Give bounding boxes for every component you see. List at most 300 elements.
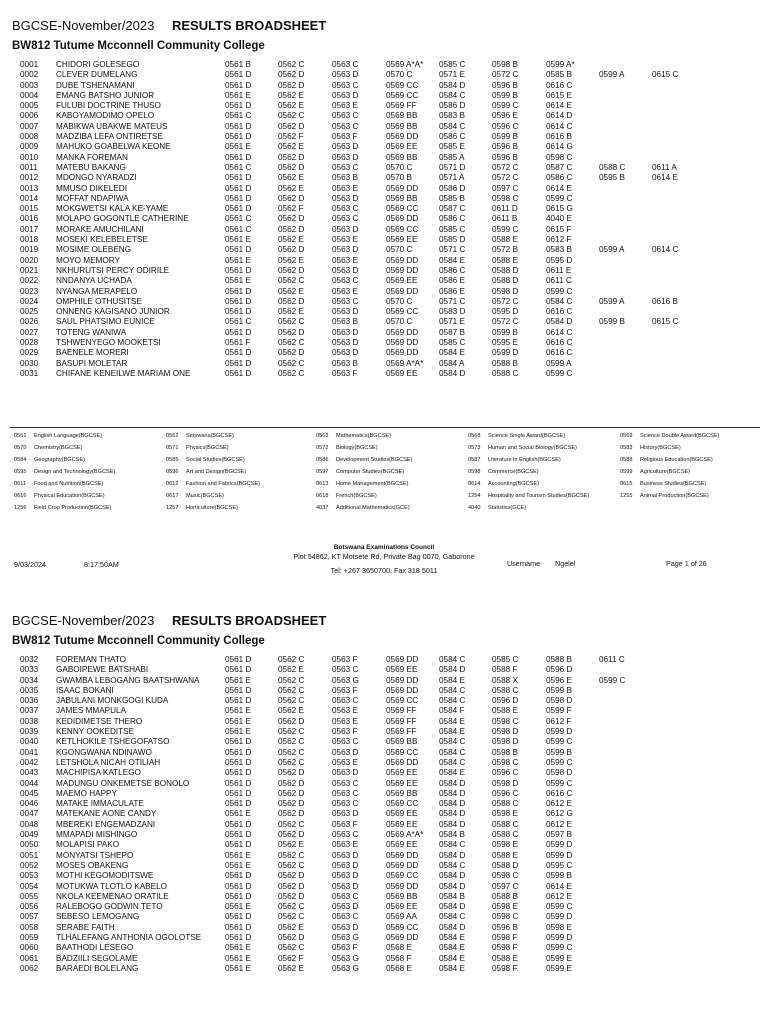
candidate-number: 0012 xyxy=(20,173,39,183)
subject-grade: 0598 E xyxy=(492,840,518,850)
candidate-name: MOLAPISI PAKO xyxy=(56,840,120,850)
subject-grade: 0598 B xyxy=(492,60,518,69)
subject-grade: 0595 D xyxy=(492,307,519,317)
subject-grade: 0562 C xyxy=(278,317,305,327)
subject-grade: 0563 G xyxy=(332,933,359,943)
subject-code: 0569 xyxy=(620,433,633,439)
table-row xyxy=(0,779,768,789)
candidate-name: KETLHOKILE TSHEGOFATSO xyxy=(56,737,170,747)
subject-grade: 0570 C xyxy=(386,317,413,327)
footer-org: Botswana Examinations Council xyxy=(333,544,435,551)
candidate-number: 0008 xyxy=(20,132,39,142)
subject-grade: 0599 E xyxy=(546,953,572,963)
subject-grade: 0584 C xyxy=(439,747,466,757)
subject-grade: 0562 D xyxy=(278,933,305,943)
subject-grade: 0561 D xyxy=(225,871,252,881)
subject-grade: 0563 E xyxy=(332,840,358,850)
subject-grade: 0611 A xyxy=(652,162,677,172)
subject-grade: 0588 C xyxy=(492,830,519,840)
subject-grade: 0614 C xyxy=(652,245,679,255)
table-row xyxy=(0,70,768,80)
subject-grade: 0571 D xyxy=(439,162,466,172)
subject-grade: 0561 D xyxy=(225,368,252,378)
table-row xyxy=(0,214,768,224)
results-table xyxy=(0,60,768,379)
candidate-name: BAENELE MORERI xyxy=(56,348,129,358)
subject-grade: 0563 D xyxy=(332,338,359,348)
report-title: RESULTS BROADSHEET xyxy=(171,613,327,628)
subject-grade: 0584 C xyxy=(439,737,466,747)
subject-grade: 0569 DD xyxy=(386,214,419,224)
subject-grade: 0561 D xyxy=(225,80,252,90)
subject-code: 1254 xyxy=(468,493,481,499)
subject-grade: 0561 D xyxy=(225,204,252,214)
subject-grade: 0584 D xyxy=(439,788,466,798)
subject-grade: 0599 D xyxy=(546,840,573,850)
subject-grade: 0584 C xyxy=(439,696,466,706)
subject-code: 0616 xyxy=(14,493,27,499)
subject-grade: 0584 D xyxy=(439,80,466,90)
subject-code: 0596 xyxy=(166,469,179,475)
subject-grade: 0588 E xyxy=(492,706,518,716)
subject-grade: 0562 C xyxy=(278,358,305,368)
subject-grade: 0615 E xyxy=(546,90,572,100)
subject-code: 0597 xyxy=(316,469,329,475)
subject-legend xyxy=(14,430,762,514)
subject-grade: 0562 D xyxy=(278,296,305,306)
subject-grade: 0599 B xyxy=(599,317,625,327)
subject-grade: 0569 DD xyxy=(386,850,419,860)
subject-grade: 0563 G xyxy=(332,675,359,685)
table-row xyxy=(0,163,768,173)
subject-grade: 0562 D xyxy=(278,830,305,840)
subject-grade: 0585 C xyxy=(439,224,466,234)
subject-grade: 0561 D xyxy=(225,286,252,296)
subject-grade: 0563 C xyxy=(332,799,359,809)
subject-name: Human and Social Biology(BGCSE) xyxy=(488,445,577,451)
subject-name: Physical Education(BGCSE) xyxy=(34,493,105,499)
subject-grade: 0561 D xyxy=(225,768,252,778)
subject-grade: 0583 B xyxy=(439,111,465,121)
candidate-number: 0013 xyxy=(20,183,39,193)
subject-grade: 0598 D xyxy=(492,737,519,747)
subject-grade: 0598 C xyxy=(492,757,519,767)
subject-grade: 0572 C xyxy=(492,162,519,172)
subject-grade: 0612 E xyxy=(546,891,572,901)
subject-grade: 0561 E xyxy=(225,943,251,953)
candidate-name: MAEMO HAPPY xyxy=(56,788,117,798)
subject-grade: 0561 C xyxy=(225,317,252,327)
candidate-number: 0053 xyxy=(20,871,39,881)
candidate-number: 0048 xyxy=(20,819,39,829)
subject-grade: 0569 EE xyxy=(386,142,418,152)
candidate-number: 0027 xyxy=(20,327,39,337)
subject-grade: 0562 E xyxy=(278,235,304,245)
subject-grade: 0599 A xyxy=(546,358,572,368)
subject-grade: 0599 D xyxy=(546,727,573,737)
subject-grade: 0561 D xyxy=(225,757,252,767)
candidate-number: 0036 xyxy=(20,696,39,706)
subject-grade: 0562 E xyxy=(278,183,304,193)
candidate-number: 0044 xyxy=(20,778,39,788)
subject-grade: 0563 F xyxy=(332,132,358,142)
subject-grade: 0588 D xyxy=(492,265,519,275)
subject-grade: 0584 C xyxy=(439,840,466,850)
subject-grade: 0562 E xyxy=(278,307,304,317)
table-row xyxy=(0,142,768,152)
subject-grade: 0563 C xyxy=(332,60,359,69)
table-row xyxy=(0,153,768,163)
subject-grade: 0569 CC xyxy=(386,307,419,317)
subject-grade: 0563 C xyxy=(332,788,359,798)
subject-grade: 0585 B xyxy=(439,193,465,203)
candidate-name: CHIDORI GOLESEGO xyxy=(56,60,140,69)
table-row xyxy=(0,768,768,778)
subject-grade: 0561 D xyxy=(225,121,252,131)
table-row xyxy=(0,297,768,307)
subject-grade: 0562 C xyxy=(278,943,305,953)
candidate-name: OMPHILE OTHUSITSE xyxy=(56,296,142,306)
subject-grade: 0569 A*A* xyxy=(386,60,424,69)
subject-grade: 0562 E xyxy=(278,706,304,716)
subject-grade: 0561 C xyxy=(225,162,252,172)
subject-grade: 0561 D xyxy=(225,296,252,306)
subject-name: Geography(BGCSE) xyxy=(34,457,85,463)
candidate-name: BAATHODI LESEGO xyxy=(56,943,134,953)
subject-grade: 0595 B xyxy=(599,173,625,183)
subject-grade: 0569 FF xyxy=(386,101,417,111)
candidate-number: 0054 xyxy=(20,881,39,891)
subject-code: 0615 xyxy=(620,481,633,487)
candidate-name: DUBE TSHENAMANI xyxy=(56,80,135,90)
subject-grade: 0562 C xyxy=(278,757,305,767)
subject-grade: 0561 D xyxy=(225,327,252,337)
subject-grade: 0569 DD xyxy=(386,675,419,685)
report-header xyxy=(12,18,326,33)
table-row xyxy=(0,317,768,327)
subject-grade: 0599 C xyxy=(546,737,573,747)
legend-row xyxy=(14,478,762,490)
subject-grade: 0596 E xyxy=(546,675,572,685)
subject-grade: 0599 A xyxy=(599,70,625,80)
subject-grade: 0599 C xyxy=(599,675,626,685)
subject-grade: 0599 C xyxy=(546,193,573,203)
subject-grade: 0561 D xyxy=(225,358,252,368)
subject-grade: 0616 C xyxy=(546,80,573,90)
subject-grade: 0563 C xyxy=(332,912,359,922)
subject-grade: 0562 C xyxy=(278,850,305,860)
subject-grade: 0569 CC xyxy=(386,90,419,100)
candidate-number: 0041 xyxy=(20,747,39,757)
subject-grade: 0563 D xyxy=(332,265,359,275)
candidate-name: CHIFANE KENEILWE MARIAM ONE xyxy=(56,368,191,378)
subject-grade: 0586 C xyxy=(439,265,466,275)
subject-grade: 0584 B xyxy=(439,891,465,901)
subject-grade: 0562 E xyxy=(278,101,304,111)
subject-grade: 0563 D xyxy=(332,70,359,80)
subject-name: French(BGCSE) xyxy=(336,493,377,499)
candidate-number: 0019 xyxy=(20,245,39,255)
subject-code: 0573 xyxy=(468,445,481,451)
subject-grade: 0562 D xyxy=(278,778,305,788)
subject-grade: 0569 DD xyxy=(386,255,419,265)
subject-grade: 0561 D xyxy=(225,193,252,203)
subject-grade: 0588 E xyxy=(492,235,518,245)
subject-grade: 0584 B xyxy=(439,830,465,840)
subject-grade: 0588 E xyxy=(492,850,518,860)
subject-grade: 0561 D xyxy=(225,132,252,142)
subject-grade: 0563 F xyxy=(332,943,358,953)
candidate-number: 0006 xyxy=(20,111,39,121)
subject-grade: 0561 C xyxy=(225,224,252,234)
subject-grade: 0561 D xyxy=(225,912,252,922)
subject-grade: 0562 D xyxy=(278,871,305,881)
subject-grade: 0599 F xyxy=(546,706,572,716)
subject-grade: 0616 B xyxy=(546,132,572,142)
subject-grade: 0562 C xyxy=(278,338,305,348)
candidate-number: 0015 xyxy=(20,204,39,214)
subject-grade: 0612 F xyxy=(546,716,572,726)
subject-grade: 0563 E xyxy=(332,183,358,193)
candidate-number: 0024 xyxy=(20,296,39,306)
candidate-name: MABIKWA UBAKWE MATEUS xyxy=(56,121,168,131)
table-row xyxy=(0,287,768,297)
table-row xyxy=(0,830,768,840)
subject-grade: 0563 D xyxy=(332,902,359,912)
candidate-number: 0061 xyxy=(20,953,39,963)
subject-grade: 0561 D xyxy=(225,922,252,932)
subject-grade: 0586 C xyxy=(546,173,573,183)
candidate-name: MATAKE IMMACULATE xyxy=(56,799,144,809)
table-row xyxy=(0,943,768,953)
subject-grade: 0563 C xyxy=(332,111,359,121)
subject-grade: 0563 D xyxy=(332,307,359,317)
candidate-name: MAHUKO GOABELWA KEONE xyxy=(56,142,171,152)
candidate-number: 0020 xyxy=(20,255,39,265)
subject-grade: 0571 C xyxy=(439,296,466,306)
table-row xyxy=(0,902,768,912)
subject-grade: 0562 D xyxy=(278,716,305,726)
subject-grade: 0562 D xyxy=(278,265,305,275)
subject-grade: 0614 E xyxy=(546,101,572,111)
subject-grade: 0598 C xyxy=(546,152,573,162)
table-row xyxy=(0,696,768,706)
candidate-name: TSHWENYEGO MOOKETSI xyxy=(56,338,161,348)
subject-grade: 0561 C xyxy=(225,214,252,224)
username-value: Ngelel xyxy=(555,559,576,568)
candidate-number: 0050 xyxy=(20,840,39,850)
candidate-name: MOKGWETSI KALA KE-YAME xyxy=(56,204,169,214)
table-row xyxy=(0,758,768,768)
subject-grade: 0569 EE xyxy=(386,778,418,788)
subject-grade: 0569 BB xyxy=(386,121,418,131)
candidate-name: MOTHI KEGOMODITSWE xyxy=(56,871,154,881)
subject-grade: 0584 C xyxy=(439,757,466,767)
subject-name: Food and Nutrition(BGCSE) xyxy=(34,481,104,487)
candidate-number: 0039 xyxy=(20,727,39,737)
subject-name: Computer Studies(BGCSE) xyxy=(336,469,405,475)
subject-grade: 0562 D xyxy=(278,162,305,172)
subject-name: Design and Technology(BGCSE) xyxy=(34,469,116,475)
subject-grade: 0561 C xyxy=(225,111,252,121)
subject-grade: 0562 D xyxy=(278,121,305,131)
subject-grade: 0562 C xyxy=(278,368,305,378)
subject-grade: 0612 E xyxy=(546,799,572,809)
subject-grade: 0599 D xyxy=(546,912,573,922)
subject-grade: 0562 D xyxy=(278,152,305,162)
subject-grade: 0569 CC xyxy=(386,799,419,809)
subject-grade: 0563 C xyxy=(332,296,359,306)
candidate-name: MOSEKI KELEBELETSE xyxy=(56,235,148,245)
candidate-number: 0029 xyxy=(20,348,39,358)
subject-grade: 0569 DD xyxy=(386,860,419,870)
subject-grade: 0598 F xyxy=(492,943,518,953)
candidate-name: LETSHOLA NICAH OTILIAH xyxy=(56,757,161,767)
subject-grade: 0616 B xyxy=(652,296,678,306)
subject-grade: 0563 D xyxy=(332,348,359,358)
subject-grade: 0615 C xyxy=(652,317,679,327)
subject-grade: 0598 D xyxy=(546,696,573,706)
subject-grade: 0570 C xyxy=(386,70,413,80)
candidate-name: BARAEDI BOLELANG xyxy=(56,963,139,973)
subject-grade: 0588 C xyxy=(599,162,626,172)
subject-grade: 0569 BB xyxy=(386,737,418,747)
subject-grade: 0572 C xyxy=(492,296,519,306)
subject-grade: 0563 C xyxy=(332,778,359,788)
table-row xyxy=(0,748,768,758)
candidate-name: JABULANI MONKGOGI KUDA xyxy=(56,696,169,706)
subject-grade: 0584 E xyxy=(439,933,465,943)
subject-grade: 0599 B xyxy=(546,871,572,881)
subject-grade: 0599 C xyxy=(546,368,573,378)
subject-grade: 0563 E xyxy=(332,101,358,111)
subject-grade: 0561 D xyxy=(225,265,252,275)
subject-code: 0611 xyxy=(14,481,27,487)
subject-grade: 0562 E xyxy=(278,840,304,850)
subject-grade: 0569 BB xyxy=(386,788,418,798)
subject-grade: 0584 C xyxy=(439,685,466,695)
table-row xyxy=(0,111,768,121)
subject-grade: 0569 DD xyxy=(386,757,419,767)
subject-grade: 0571 A xyxy=(439,173,465,183)
subject-grade: 0563 D xyxy=(332,142,359,152)
candidate-name: MADUNGU ONKEMETSE BONOLO xyxy=(56,778,190,788)
subject-grade: 0562 D xyxy=(278,80,305,90)
candidate-number: 0057 xyxy=(20,912,39,922)
subject-grade: 0569 DD xyxy=(386,132,419,142)
subject-grade: 0570 C xyxy=(386,245,413,255)
subject-grade: 0563 C xyxy=(332,204,359,214)
subject-grade: 0562 C xyxy=(278,655,305,664)
subject-grade: 0597 C xyxy=(492,183,519,193)
subject-grade: 0616 C xyxy=(546,338,573,348)
subject-grade: 0563 C xyxy=(332,276,359,286)
subject-grade: 0612 G xyxy=(546,809,573,819)
username-label: Username xyxy=(507,559,541,568)
subject-grade: 0614 E xyxy=(652,173,678,183)
subject-grade: 0561 E xyxy=(225,235,251,245)
candidate-name: MATEKANE AONE CANDY xyxy=(56,809,157,819)
subject-grade: 0599 D xyxy=(546,933,573,943)
table-row xyxy=(0,820,768,830)
candidate-name: TOTENG WANIWA xyxy=(56,327,127,337)
subject-grade: 0563 C xyxy=(332,696,359,706)
subject-grade: 0598 E xyxy=(546,922,572,932)
candidate-number: 0049 xyxy=(20,830,39,840)
subject-name: Business Studies(BGCSE) xyxy=(640,481,707,487)
table-row xyxy=(0,655,768,665)
subject-grade: 0584 C xyxy=(439,860,466,870)
subject-grade: 0562 E xyxy=(278,142,304,152)
subject-grade: 0563 D xyxy=(332,747,359,757)
table-row xyxy=(0,266,768,276)
candidate-number: 0037 xyxy=(20,706,39,716)
candidate-number: 0021 xyxy=(20,265,39,275)
subject-grade: 0572 C xyxy=(492,173,519,183)
candidate-name: SERABE FAITH xyxy=(56,922,115,932)
candidate-number: 0062 xyxy=(20,963,39,973)
table-row xyxy=(0,851,768,861)
subject-grade: 0587 B xyxy=(439,327,465,337)
subject-grade: 0561 D xyxy=(225,747,252,757)
subject-grade: 0616 C xyxy=(546,307,573,317)
subject-grade: 0611 D xyxy=(492,204,518,214)
subject-grade: 0561 E xyxy=(225,860,251,870)
candidate-name: MONYATSI TSHEPO xyxy=(56,850,134,860)
subject-grade: 0585 E xyxy=(439,142,465,152)
candidate-name: MACHIPISA KATLEGO xyxy=(56,768,141,778)
subject-grade: 0584 D xyxy=(439,778,466,788)
subject-grade: 0584 E xyxy=(439,675,465,685)
candidate-name: MOSES OBAKENG xyxy=(56,860,129,870)
subject-grade: 0586 C xyxy=(439,214,466,224)
subject-grade: 0595 C xyxy=(546,860,573,870)
candidate-number: 0002 xyxy=(20,70,39,80)
subject-grade: 0561 D xyxy=(225,173,252,183)
subject-name: Additional Mathematics(GCE) xyxy=(336,505,410,511)
subject-grade: 0595 E xyxy=(492,338,518,348)
subject-code: 0572 xyxy=(316,445,329,451)
table-row xyxy=(0,348,768,358)
subject-code: 0614 xyxy=(468,481,481,487)
subject-grade: 0584 D xyxy=(439,809,466,819)
subject-grade: 0588 C xyxy=(492,799,519,809)
subject-grade: 0562 D xyxy=(278,193,305,203)
subject-grade: 0561 D xyxy=(225,183,252,193)
subject-grade: 0563 C xyxy=(332,214,359,224)
subject-grade: 0561 D xyxy=(225,891,252,901)
candidate-name: MOLAPO GOGONTLE CATHERINE xyxy=(56,214,189,224)
subject-grade: 0584 E xyxy=(439,255,465,265)
subject-grade: 0562 E xyxy=(278,922,304,932)
subject-grade: 0585 C xyxy=(439,338,466,348)
subject-grade: 0584 E xyxy=(439,348,465,358)
table-row xyxy=(0,338,768,348)
subject-grade: 0611 C xyxy=(599,655,625,664)
subject-grade: 0563 D xyxy=(332,809,359,819)
subject-grade: 0563 B xyxy=(332,173,358,183)
subject-grade: 0599 D xyxy=(546,850,573,860)
subject-grade: 0584 E xyxy=(439,727,465,737)
subject-name: Literature in English(BGCSE) xyxy=(488,457,561,463)
candidate-name: KABOYAMODIMO OPELO xyxy=(56,111,155,121)
subject-grade: 0563 D xyxy=(332,922,359,932)
subject-name: Mathematics(BGCSE) xyxy=(336,433,392,439)
subject-grade: 0563 B xyxy=(332,317,358,327)
subject-grade: 0588 E xyxy=(492,953,518,963)
legend-row xyxy=(14,502,762,514)
subject-grade: 0562 E xyxy=(278,963,304,973)
